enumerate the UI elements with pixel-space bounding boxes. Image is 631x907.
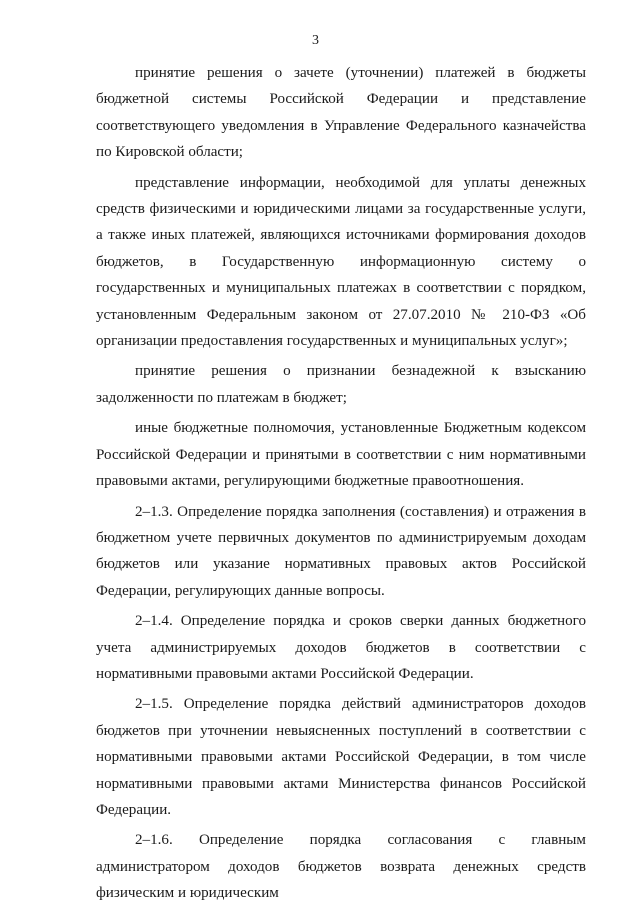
page-number: 3 (312, 33, 319, 48)
paragraph-2-1-6: 2–1.6. Определение порядка согласования с главным администратором доходов бюджетов возврата денежных средств физическим и юридическим (96, 832, 586, 902)
document-body (96, 60, 586, 907)
paragraph-offset-decision: принятие решения о зачете (уточнении) платежей в бюджеты бюджетной системы Российской Федерации и представление соответствующего уведомления в Управление Федерального казначейства по Кировской области; (96, 65, 586, 161)
paragraph-2-1-3: 2–1.3. Определение порядка заполнения (составления) и отражения в бюджетном учете первичных документов по администрируемым доходам бюджетов или указание нормативных правовых актов Российской Федерации, регулирующих данные вопросы. (96, 503, 586, 599)
paragraph-bad-debt-decision: принятие решения о признании безнадежной к взысканию задолженности по платежам в бюджет; (96, 363, 586, 406)
paragraph-2-1-4: 2–1.4. Определение порядка и сроков сверки данных бюджетного учета администрируемых доходов бюджетов в соответствии с нормативными правовыми актами Российской Федерации. (96, 613, 586, 682)
paragraph-other-powers: иные бюджетные полномочия, установленные Бюджетным кодексом Российской Федерации и принятыми в соответствии с ним нормативными правовыми актами, регулирующими бюджетные правоотношения. (96, 420, 586, 490)
paragraph-2-1-5: 2–1.5. Определение порядка действий администраторов доходов бюджетов при уточнении невыясненных поступлений в соответствии с нормативными правовыми актами Российской Федерации, в том числе нормативными правовыми актами Министерства финансов Российской Федерации. (96, 696, 586, 818)
paragraph-gis-information: представление информации, необходимой для уплаты денежных средств физическими и юридическими лицами за государственные услуги, а также иных платежей, являющихся источниками формирования доходов бюджетов, в Государственную информационную систему о государственных и муниципальных платежах в соответствии с порядком, установленным Федеральным законом от 27.07.2010 № 210-ФЗ «Об организации предоставления государственных и муниципальных услуг»; (96, 174, 586, 350)
